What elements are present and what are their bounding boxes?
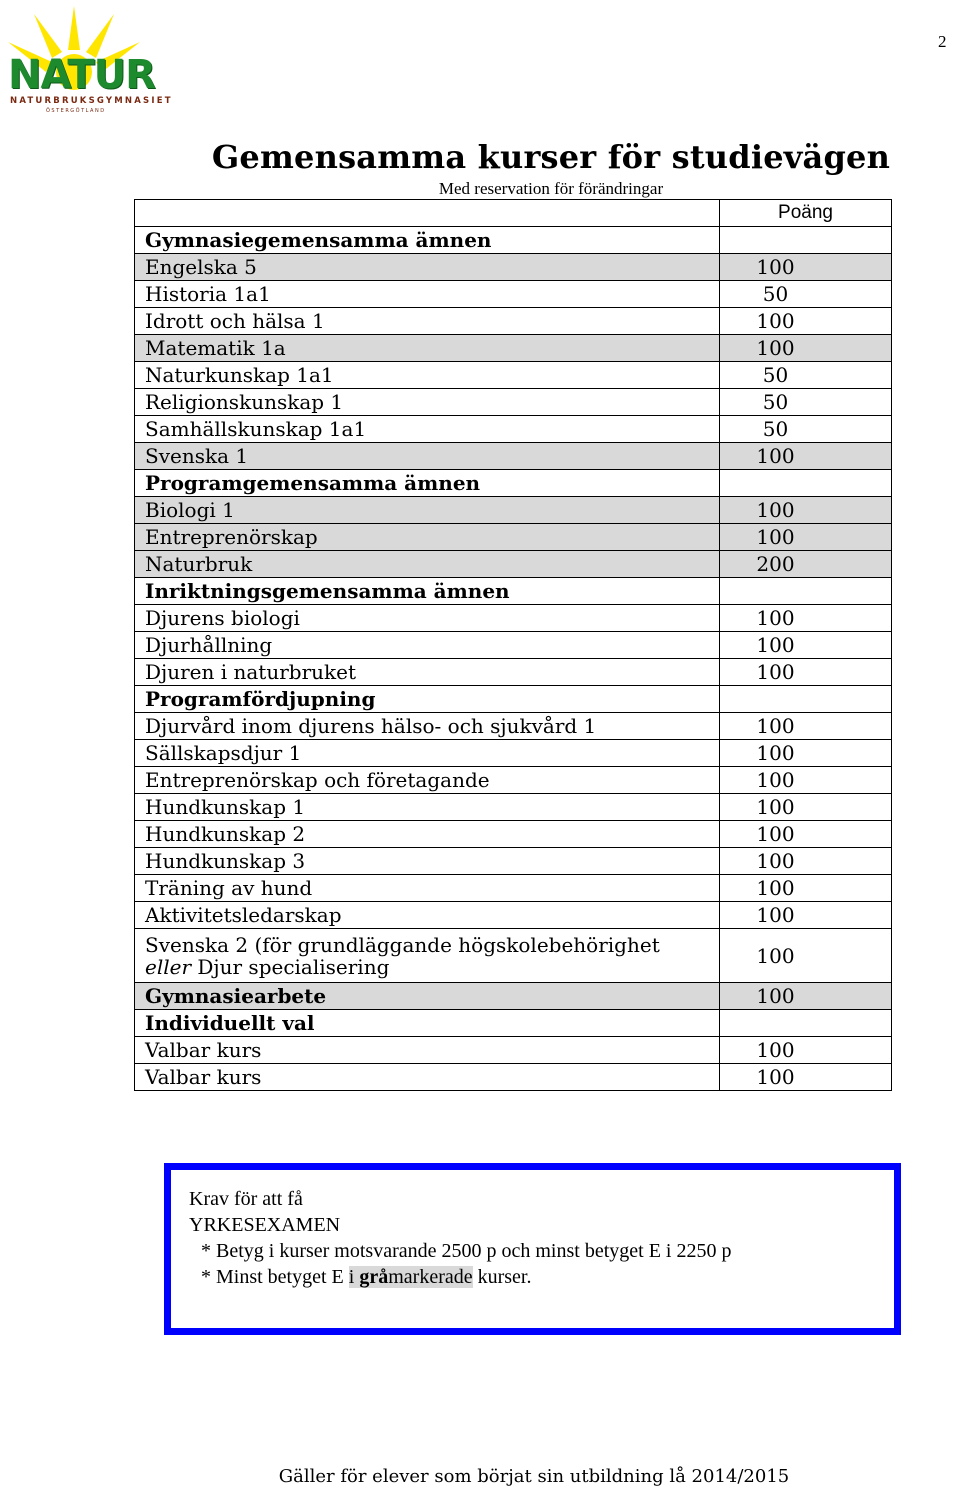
course-name: Djurhållning	[135, 632, 720, 659]
course-row	[135, 605, 892, 632]
course-name: Naturbruk	[135, 551, 720, 578]
section-row	[135, 470, 892, 497]
grey-highlight	[349, 1266, 473, 1288]
course-row	[135, 524, 892, 551]
course-points: 100	[720, 254, 892, 281]
course-points	[720, 1010, 892, 1037]
course-name: Valbar kurs	[135, 1037, 720, 1064]
course-points: 100	[720, 308, 892, 335]
course-name-emphasis: eller	[145, 954, 192, 979]
course-name: Biologi 1	[135, 497, 720, 524]
course-row	[135, 389, 892, 416]
section-row	[135, 983, 892, 1010]
requirements-line-1: Krav för att få	[189, 1188, 303, 1210]
course-points: 50	[720, 416, 892, 443]
section-title: Gymnasiearbete	[135, 983, 720, 1010]
table-header-row	[135, 200, 892, 227]
course-name: Aktivitetsledarskap	[135, 902, 720, 929]
header-blank-cell	[135, 200, 720, 227]
requirements-box	[164, 1163, 901, 1335]
course-points: 100	[720, 659, 892, 686]
course-points	[720, 227, 892, 254]
course-row	[135, 740, 892, 767]
course-row-svenska-2	[135, 929, 892, 983]
course-name: Djuren i naturbruket	[135, 659, 720, 686]
course-row	[135, 362, 892, 389]
course-name: Religionskunskap 1	[135, 389, 720, 416]
course-name: Hundkunskap 1	[135, 794, 720, 821]
course-name: Entreprenörskap	[135, 524, 720, 551]
section-row	[135, 578, 892, 605]
course-name: Svenska 1	[135, 443, 720, 470]
course-name: Entreprenörskap och företagande	[135, 767, 720, 794]
course-name: Djurens biologi	[135, 605, 720, 632]
bullet-2-hl-a: i	[348, 1266, 360, 1288]
section-title: Programfördjupning	[135, 686, 720, 713]
course-row	[135, 551, 892, 578]
course-points: 100	[720, 1037, 892, 1064]
course-name: Djurvård inom djurens hälso- och sjukvård 1	[135, 713, 720, 740]
course-points: 100	[720, 929, 892, 983]
course-points: 100	[720, 605, 892, 632]
course-table	[134, 199, 892, 1091]
course-row	[135, 254, 892, 281]
course-row	[135, 1037, 892, 1064]
page-number: 2	[938, 32, 947, 51]
course-points: 100	[720, 713, 892, 740]
course-row	[135, 281, 892, 308]
course-name: Träning av hund	[135, 875, 720, 902]
requirements-line-2: YRKESEXAMEN	[189, 1214, 341, 1236]
section-title: Individuellt val	[135, 1010, 720, 1037]
course-name: Naturkunskap 1a1	[135, 362, 720, 389]
course-row	[135, 902, 892, 929]
bullet-2-prefix: * Minst betyget E	[201, 1266, 349, 1288]
course-row	[135, 821, 892, 848]
course-row	[135, 416, 892, 443]
course-row	[135, 659, 892, 686]
course-row	[135, 308, 892, 335]
points-header: Poäng	[720, 200, 892, 227]
course-name: Historia 1a1	[135, 281, 720, 308]
course-row	[135, 335, 892, 362]
course-name: Matematik 1a	[135, 335, 720, 362]
course-points: 100	[720, 335, 892, 362]
course-points: 100	[720, 983, 892, 1010]
course-points	[720, 470, 892, 497]
course-points: 100	[720, 794, 892, 821]
course-points: 100	[720, 524, 892, 551]
bullet-2-hl-b: markerade	[388, 1266, 473, 1288]
course-row	[135, 1064, 892, 1091]
course-points: 100	[720, 821, 892, 848]
course-name: Valbar kurs	[135, 1064, 720, 1091]
logo-wordmark: NATUR	[8, 52, 155, 98]
section-title: Programgemensamma ämnen	[135, 470, 720, 497]
course-row	[135, 632, 892, 659]
course-points: 100	[720, 497, 892, 524]
bullet-2-suffix: kurser.	[472, 1266, 532, 1288]
course-points: 50	[720, 281, 892, 308]
course-points: 100	[720, 902, 892, 929]
requirements-bullet-2	[189, 1264, 731, 1290]
course-points: 100	[720, 848, 892, 875]
course-row	[135, 443, 892, 470]
course-name: Engelska 5	[135, 254, 720, 281]
course-name: Hundkunskap 3	[135, 848, 720, 875]
page-title: Gemensamma kurser för studievägen	[211, 138, 891, 176]
logo-subline: NATURBRUKSGYMNASIET	[10, 96, 173, 106]
requirements-bullet-1: * Betyg i kurser motsvarande 2500 p och minst betyget E i 2250 p	[201, 1240, 732, 1262]
course-row	[135, 497, 892, 524]
section-row	[135, 227, 892, 254]
course-points	[720, 578, 892, 605]
logo-region: ÖSTERGÖTLAND	[46, 108, 106, 114]
course-points: 100	[720, 1064, 892, 1091]
course-name: Idrott och hälsa 1	[135, 308, 720, 335]
footer-note: Gäller för elever som börjat sin utbildning lå 2014/2015	[278, 1466, 790, 1487]
course-name: Samhällskunskap 1a1	[135, 416, 720, 443]
course-row	[135, 875, 892, 902]
section-title: Inriktningsgemensamma ämnen	[135, 578, 720, 605]
course-points: 100	[720, 632, 892, 659]
course-points: 50	[720, 389, 892, 416]
page-subtitle: Med reservation för förändringar	[438, 179, 664, 198]
course-name-line-2: Djur specialisering	[191, 954, 390, 979]
course-points: 200	[720, 551, 892, 578]
course-row	[135, 848, 892, 875]
school-logo	[4, 2, 173, 120]
course-points: 50	[720, 362, 892, 389]
course-row	[135, 713, 892, 740]
bullet-2-hl-bold: grå	[359, 1266, 389, 1288]
section-title: Gymnasiegemensamma ämnen	[135, 227, 720, 254]
course-name: Sällskapsdjur 1	[135, 740, 720, 767]
course-points: 100	[720, 740, 892, 767]
section-row	[135, 686, 892, 713]
course-points: 100	[720, 443, 892, 470]
course-row	[135, 794, 892, 821]
course-points: 100	[720, 767, 892, 794]
course-name: Hundkunskap 2	[135, 821, 720, 848]
course-row	[135, 767, 892, 794]
course-points: 100	[720, 875, 892, 902]
course-name-line-1: Svenska 2 (för grundläggande högskolebehörighet	[145, 932, 660, 957]
section-row	[135, 1010, 892, 1037]
course-name	[135, 929, 720, 983]
course-points	[720, 686, 892, 713]
